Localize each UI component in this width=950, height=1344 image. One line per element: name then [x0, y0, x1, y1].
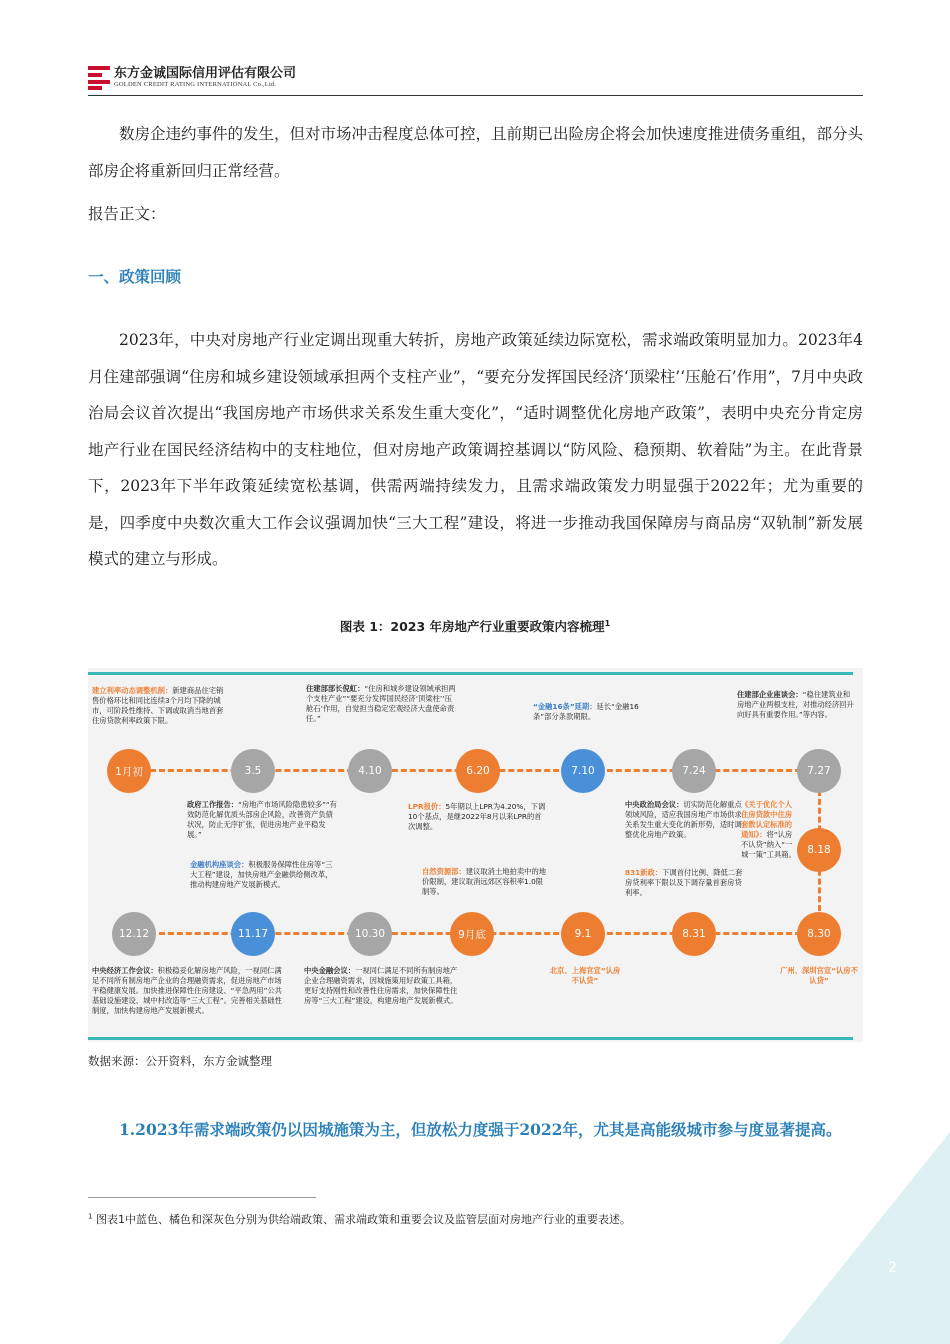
node-sep-end: 9月底	[450, 912, 494, 956]
note-politburo: 中央政治局会议：切实防范化解重点领域风险，适应我国房地产市场供求关系发生重大变化的新形势，适时调整优化房地产政策。	[625, 800, 742, 839]
footnote-ref: 1	[604, 618, 611, 628]
node-jan: 1月初	[107, 749, 151, 793]
note-housing-count: 《关于优化个人住房贷款中住房套数认定标准的通知》：将“认房不认贷”纳入“一城一策”工具箱。	[741, 800, 796, 859]
company-name-cn: 东方金诚国际信用评估有限公司	[114, 66, 297, 81]
node-10-30: 10.30	[348, 912, 392, 956]
note-rate-mechanism: 建立利率动态调整机制：新建商品住宅销售价格环比和同比连续3个月均下降的城市，可阶段性维持、下调或取消当地首套住房贷款利率政策下限。	[92, 686, 224, 725]
node-8-30: 8.30	[797, 912, 841, 956]
figure-top-bar	[88, 672, 853, 675]
section-body: 2023年，中央对房地产行业定调出现重大转折，房地产政策延续边际宽松，需求端政策明显加力。2023年4月住建部强调“住房和城乡建设领域承担两个支柱产业”，“要充分发挥国民经济‘顶梁柱’‘压舱石’作用”，7月中央政治局会议首次提出“我国房地产市场供求关系发生重大变化”，“适时调整优化房地产政策”，表明中央充分肯定房地产行业在国民经济结构中的支柱地位，但对房地产政策调控基调以“防风险、稳预期、软着陆”为主。在此背景下，2023年下半年政策延续宽松基调，供需两端持续发力，且需求端政策发力明显强于2022年；尤为重要的是，四季度中央数次重大工作会议强调加快“三大工程”建设，将进一步推动我国保障房与商品房“双轨制”新发展模式的建立与形成。	[88, 331, 863, 568]
company-logo	[88, 66, 296, 90]
company-name-en: GOLDEN CREDIT RATING INTERNATIONAL Co.,Ltd.	[114, 81, 277, 88]
node-4-10: 4.10	[348, 749, 392, 793]
node-7-27: 7.27	[797, 749, 841, 793]
note-gov-report: 政府工作报告：“房地产市场风险隐患较多”“有效防范化解优质头部房企风险，改善资产负债状况，防止无序扩张，促进房地产业平稳发展。”	[187, 800, 337, 839]
note-guangzhou-shenzhen: 广州、深圳官宣“认房不认贷”	[780, 966, 858, 985]
node-12-12: 12.12	[112, 912, 156, 956]
node-8-18: 8.18	[797, 828, 841, 872]
node-6-20: 6.20	[456, 749, 500, 793]
node-3-5: 3.5	[231, 749, 275, 793]
note-831: 831新政：下调首付比例、降低二套房贷利率下限以及下调存量首套房贷利率。	[625, 868, 743, 897]
figure-title: 图表 1：2023 年房地产行业重要政策内容梳理$^1$	[339, 618, 611, 634]
node-8-31: 8.31	[672, 912, 716, 956]
node-9-1: 9.1	[561, 912, 605, 956]
note-lpr: LPR报价：5年期以上LPR为4.20%，下调10个基点，是继2022年8月以来LPR的首次调整。	[408, 802, 546, 831]
figure-bottom-bar	[88, 1037, 853, 1040]
footnote-divider	[88, 1197, 316, 1198]
footnote: $^1$ 图表1中蓝色、橘色和深灰色分别为供给端政策、需求端政策和重要会议及监管层面对房地产行业的重要表述。	[88, 1212, 631, 1226]
corner-decoration	[780, 1132, 950, 1344]
logo-icon	[88, 66, 110, 90]
node-11-17: 11.17	[231, 912, 275, 956]
report-label: 报告正文：	[88, 205, 166, 223]
subsection-heading: 1.2023年需求端政策仍以因城施策为主，但放松力度强于2022年，尤其是高能级城市参与度显著提高。	[119, 1120, 842, 1139]
note-fin-symposium: 金融机构座谈会：积极服务保障性住房等“三大工程”建设，加快房地产金融供给侧改革，推动构建房地产发展新模式。	[190, 860, 333, 889]
section-heading: 一、政策回顾	[88, 267, 182, 286]
note-mnr: 自然资源部：建议取消土地拍卖中的地价限制，建议取消远郊区容积率1.0限制等。	[422, 867, 547, 896]
note-moh-symposium: 住建部企业座谈会：“稳住建筑业和房地产业两根支柱，对推动经济回升向好具有重要作用。”等内容。	[737, 690, 854, 719]
note-finance-16: “金融16条”延期：延长“金融16条”部分条款期限。	[533, 702, 639, 721]
figure-source: 数据来源：公开资料，东方金诚整理	[88, 1054, 272, 1068]
note-beijing-shanghai: 北京、上海官宣“认房不认贷”	[549, 966, 621, 985]
page-number: 2	[888, 1260, 897, 1276]
header-divider	[88, 95, 863, 96]
note-cewc: 中央经济工作会议：积极稳妥化解房地产风险，一视同仁满足不同所有制房地产企业的合理融资需求，促进房地产市场平稳健康发展。加快推进保障性住房建设、“平急两用”公共基础设施建设、城中村改造等“三大工程”。完善相关基础性制度，加快构建房地产发展新模式。	[92, 966, 282, 1015]
node-7-10: 7.10	[561, 749, 605, 793]
node-7-24: 7.24	[672, 749, 716, 793]
note-central-finance: 中央金融会议：一视同仁满足不同所有制房地产企业合理融资需求，因城施策用好政策工具箱，更好支持刚性和改善性住房需求，加快保障性住房等“三大工程”建设，构建房地产发展新模式。	[304, 966, 458, 1005]
note-ni-hong: 住建部部长倪虹：“住房和城乡建设领域承担两个支柱产业”“要充分发挥国民经济‘顶梁柱’‘压舱石’作用，自觉担当稳定宏观经济大盘使命责任。”	[306, 684, 456, 723]
intro-paragraph: 数房企违约事件的发生，但对市场冲击程度总体可控，且前期已出险房企将会加快速度推进债务重组，部分头部房企将重新回归正常经营。	[88, 125, 864, 180]
